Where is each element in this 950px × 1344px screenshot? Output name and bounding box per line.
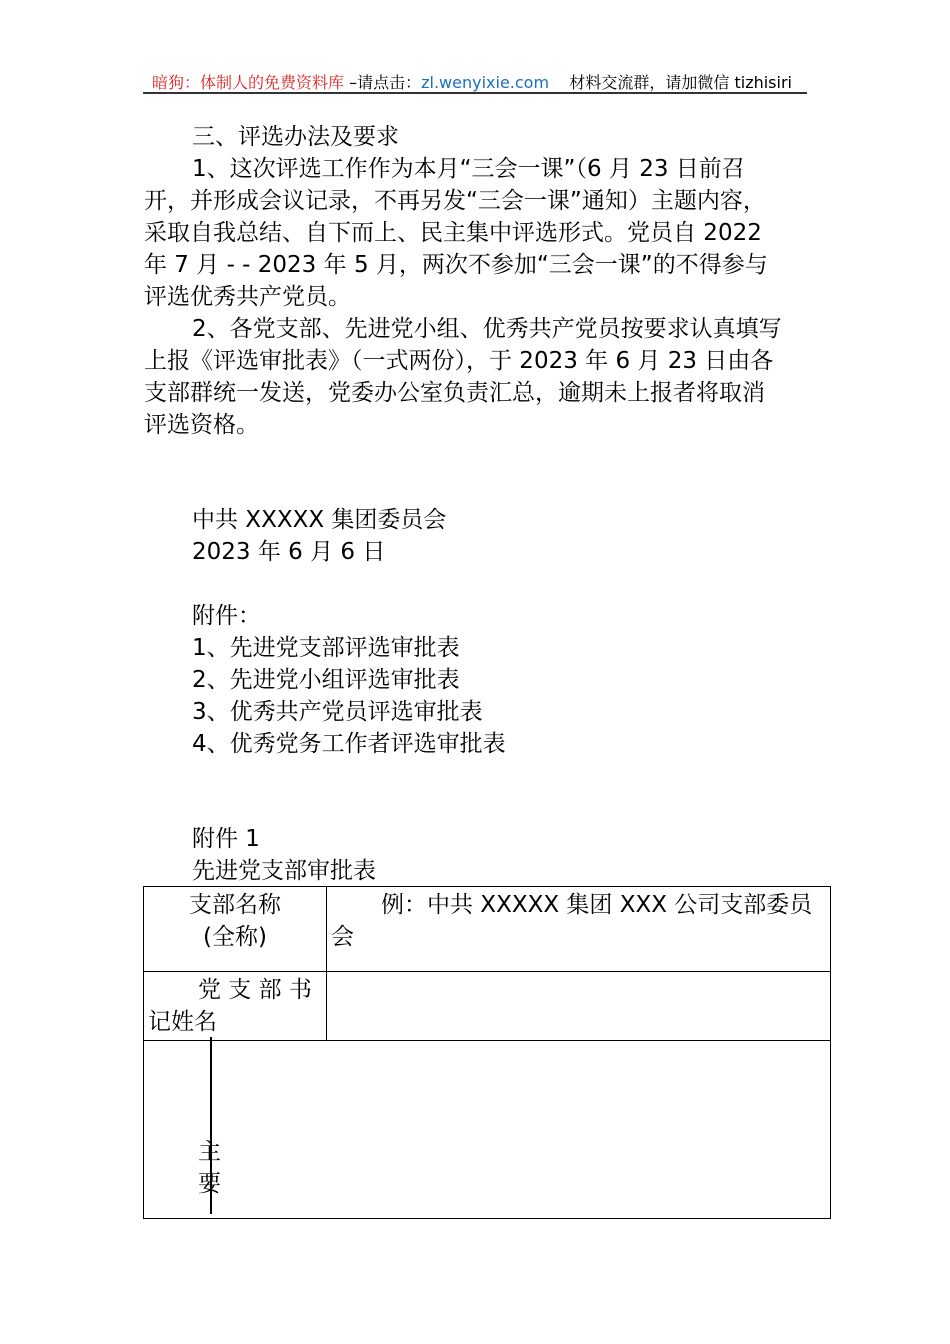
label-line: 记姓名 — [148, 1009, 217, 1035]
signature-date: 2023 年 6 月 6 日 — [192, 539, 386, 565]
signature-org: 中共 XXXXX 集团委员会 — [192, 507, 447, 533]
section-heading: 三、评选办法及要求 — [192, 124, 399, 150]
secretary-name-label — [144, 972, 327, 1041]
annex-label: 附件 1 — [192, 826, 260, 852]
body-line: 1、这次评选工作作为本月“三会一课”（6 月 23 日前召 — [192, 156, 745, 182]
header-rule — [143, 92, 807, 94]
value-line: 例：中共 XXXXX 集团 XXX 公司支部委员 — [381, 892, 813, 918]
approval-table — [143, 886, 831, 1219]
body-line: 2、各党支部、先进党小组、优秀共产党员按要求认真填写 — [192, 316, 782, 342]
page-header — [152, 70, 792, 93]
branch-name-value[interactable] — [327, 887, 831, 972]
body-line: 上报《评选审批表》（一式两份），于 2023 年 6 月 23 日由各 — [144, 348, 774, 374]
header-link[interactable]: zl.wenyixie.com — [421, 73, 550, 92]
main-deeds-label: 主要 — [198, 1139, 221, 1197]
body-line: 开，并形成会议记录，不再另发“三会一课”通知）主题内容， — [144, 188, 766, 214]
secretary-name-value[interactable] — [327, 972, 831, 1041]
label-line: 支部名称 — [189, 892, 281, 918]
body-line: 评选优秀共产党员。 — [144, 284, 351, 310]
attachment-item: 1、先进党支部评选审批表 — [192, 635, 460, 661]
attachments-title: 附件： — [192, 603, 261, 629]
attachment-item: 2、先进党小组评选审批表 — [192, 667, 460, 693]
branch-name-label — [144, 887, 327, 972]
attachment-item: 3、优秀共产党员评选审批表 — [192, 699, 483, 725]
body-line: 年 7 月 - - 2023 年 5 月，两次不参加“三会一课”的不得参与 — [144, 252, 768, 278]
main-deeds-cell[interactable] — [144, 1041, 831, 1219]
body-line: 支部群统一发送，党委办公室负责汇总，逾期未上报者将取消 — [144, 380, 765, 406]
body-line: 采取自我总结、自下而上、民主集中评选形式。党员自 2022 — [144, 220, 762, 246]
annex-title: 先进党支部审批表 — [192, 858, 376, 884]
header-wechat: 材料交流群，请加微信 tizhisiri — [549, 73, 792, 92]
value-line: 会 — [331, 924, 354, 950]
header-site-name: 暗狗：体制人的免费资料库 — [152, 73, 345, 92]
header-click-text: –请点击： — [344, 73, 422, 92]
body-line: 评选资格。 — [144, 412, 259, 438]
label-line: 党 支 部 书 — [198, 977, 312, 1003]
attachment-item: 4、优秀党务工作者评选审批表 — [192, 731, 506, 757]
label-line: (全称) — [203, 924, 267, 950]
